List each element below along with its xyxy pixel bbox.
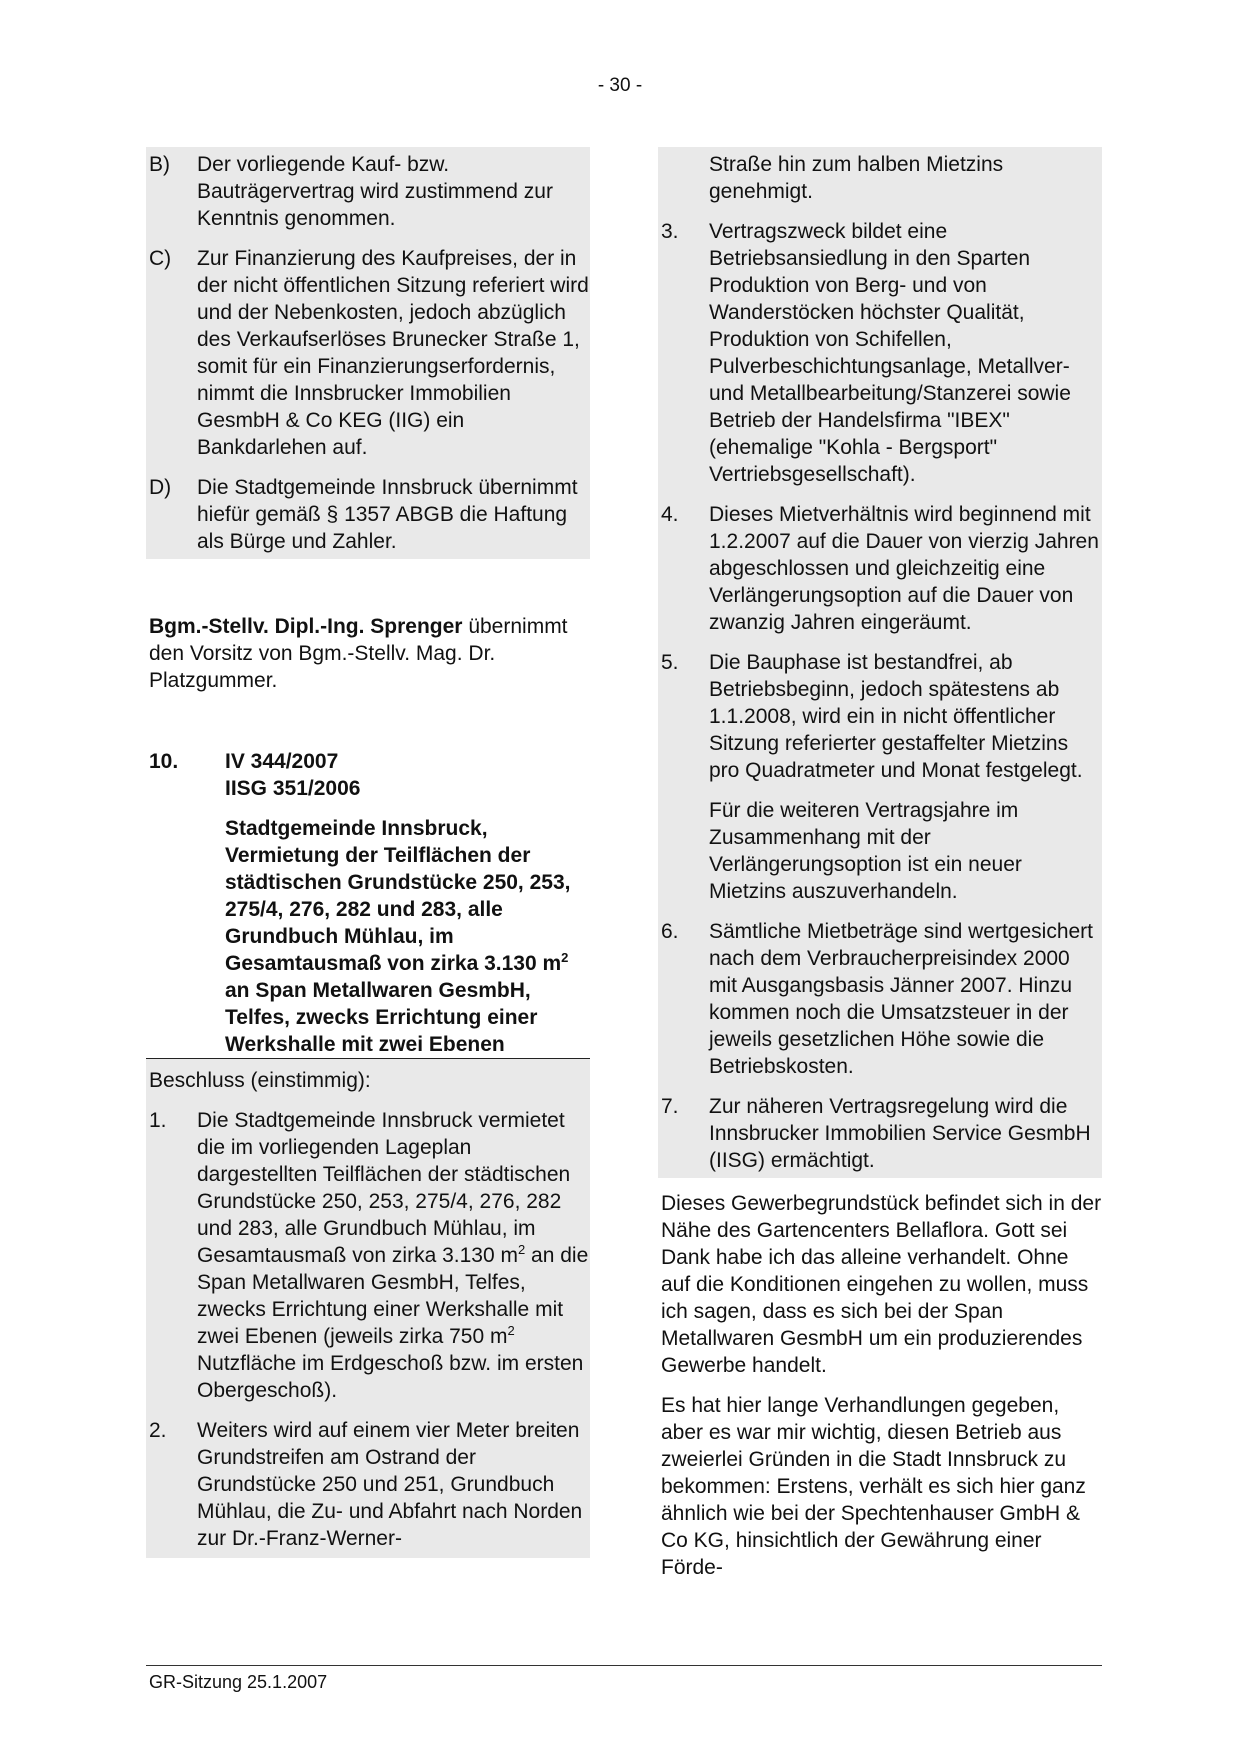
item-text: Zur näheren Vertragsregelung wird die Innsbrucker Immobilien Service GesmbH (IISG) ermächtigt. bbox=[709, 1095, 1091, 1172]
decision-block-10 bbox=[146, 1059, 590, 1558]
chair-paragraph bbox=[146, 613, 590, 694]
item-label: 7. bbox=[661, 1095, 679, 1118]
list-item bbox=[149, 245, 590, 461]
item-label: D) bbox=[149, 476, 172, 499]
item-label: 4. bbox=[661, 503, 679, 526]
footer-divider bbox=[146, 1665, 1102, 1666]
item-label: 5. bbox=[661, 651, 679, 674]
agenda-number: 10. bbox=[149, 750, 179, 773]
list-item bbox=[661, 501, 1102, 636]
list-item bbox=[661, 1093, 1102, 1174]
item-text: Die Bauphase ist bestandfrei, ab Betriebsbeginn, jedoch spätestens ab 1.1.2008, wird ein in nicht öffentlicher Sitzung referierter gestaffelter Mietzins pro Quadratmeter und Monat festgelegt. bbox=[709, 651, 1083, 782]
item-text: Zur Finanzierung des Kaufpreises, der in der nicht öffentlichen Sitzung referiert wird und der Nebenkosten, jedoch abzüglich des Verkaufserlöses Brunecker Straße 1, somit für ein Finanzierungserfordernis, nimmt die Innsbrucker Immobilien GesmbH & Co KEG (IIG) ein Bankdarlehen auf. bbox=[197, 247, 589, 459]
item-text: Weiters wird auf einem vier Meter breiten Grundstreifen am Ostrand der Grundstücke 250 und 251, Grundbuch Mühlau, die Zu- und Abfahrt nach Norden zur Dr.-Franz-Werner- bbox=[197, 1419, 583, 1550]
agenda-reference-iisg: IISG 351/2006 bbox=[225, 777, 361, 800]
item-label: 1. bbox=[149, 1109, 167, 1132]
list-item bbox=[661, 649, 1102, 784]
agenda-item-10 bbox=[146, 748, 590, 1059]
list-item-continued bbox=[661, 151, 1102, 205]
chair-text: übernimmt den Vorsitz von Bgm.-Stellv. Mag. Dr. Platzgummer. bbox=[149, 615, 568, 692]
footer-text: GR-Sitzung 25.1.2007 bbox=[149, 1672, 328, 1692]
agenda-reference-iv: IV 344/2007 bbox=[225, 750, 339, 773]
list-item bbox=[149, 474, 590, 555]
right-column bbox=[658, 147, 1102, 1581]
item-text: Der vorliegende Kauf- bzw. Bauträgervertrag wird zustimmend zur Kenntnis genommen. bbox=[197, 153, 553, 230]
list-item bbox=[661, 218, 1102, 488]
chair-name: Bgm.-Stellv. Dipl.-Ing. Sprenger bbox=[149, 615, 463, 638]
item-text: Vertragszweck bildet eine Betriebsansiedlung in den Sparten Produktion von Berg- und von Wanderstöcken höchster Qualität, Produktion von Schifellen, Pulverbeschichtungsanlage, Metallver- und Metallbearbeitung/Stanzerei sowie Betrieb der Handelsfirma "IBEX" (ehemalige "Kohla - Bergsport" Vertriebsgesellschaft). bbox=[709, 220, 1071, 486]
item-text: Die Stadtgemeinde Innsbruck vermietet die im vorliegenden Lageplan dargestellten Teilflächen der städtischen Grundstücke 250, 253, 275/4, 276, 282 und 283, alle Grundbuch Mühlau, im Gesamtausmaß von zirka 3.130 $m^2$ an die Span Metallwaren GesmbH, Telfes, zwecks Errichtung einer Werkshalle mit zwei Ebenen (jeweils zirka 750 $m^2$ Nutzfläche im Erdgeschoß bzw. im ersten Obergeschoß). bbox=[197, 1109, 589, 1402]
decision-block-bcd bbox=[146, 147, 590, 559]
body-paragraph: Dieses Gewerbegrundstück befindet sich in der Nähe des Gartencenters Bellaflora. Gott sei Dank habe ich das alleine verhandelt. Ohne auf die Konditionen eingehen zu wollen, muss ich sagen, dass es sich bei der Span Metallwaren GesmbH um ein produzierendes Gewerbe handelt. bbox=[661, 1192, 1102, 1377]
item-label: 3. bbox=[661, 220, 679, 243]
item-label: 2. bbox=[149, 1419, 167, 1442]
page-number: - 30 - bbox=[597, 75, 643, 96]
left-column bbox=[146, 147, 590, 1558]
decision-block-10-continued bbox=[658, 147, 1102, 1178]
item-text: Dieses Mietverhältnis wird beginnend mit 1.2.2007 auf die Dauer von vierzig Jahren abgeschlossen und gleichzeitig eine Verlängerungsoption auf die Dauer von zwanzig Jahren eingeräumt. bbox=[709, 503, 1099, 634]
list-item bbox=[149, 1417, 590, 1552]
body-paragraph: Es hat hier lange Verhandlungen gegeben, aber es war mir wichtig, diesen Betrieb aus zweierlei Gründen in die Stadt Innsbruck zu bekommen: Erstens, verhält es sich hier ganz ähnlich wie bei der Spechtenhauser GmbH & Co KG, hinsichtlich der Gewährung einer Förde- bbox=[661, 1394, 1086, 1579]
item-label: B) bbox=[149, 153, 170, 176]
item-text: Straße hin zum halben Mietzins genehmigt. bbox=[709, 153, 1004, 203]
beschluss-label: Beschluss (einstimmig): bbox=[149, 1069, 371, 1092]
item-text: Die Stadtgemeinde Innsbruck übernimmt hiefür gemäß § 1357 ABGB die Haftung als Bürge und Zahler. bbox=[197, 476, 578, 553]
list-item bbox=[149, 151, 590, 232]
list-item bbox=[661, 918, 1102, 1080]
item-label: C) bbox=[149, 247, 172, 270]
agenda-title: Stadtgemeinde Innsbruck, Vermietung der Teilflächen der städtischen Grundstücke 250, 253, 275/4, 276, 282 und 283, alle Grundbuch Mühlau, im Gesamtausmaß von zirka 3.130 $m^2$ an Span Metallwaren GesmbH, Telfes, zwecks Errichtung einer Werkshalle mit zwei Ebenen bbox=[146, 815, 590, 1059]
list-item bbox=[149, 1107, 590, 1404]
item-text: Sämtliche Mietbeträge sind wertgesichert nach dem Verbraucherpreisindex 2000 mit Ausgangsbasis Jänner 2007. Hinzu kommen noch die Umsatzsteuer in der jeweils gesetzlichen Höhe sowie die Betriebskosten. bbox=[709, 920, 1094, 1078]
list-item-extra bbox=[661, 797, 1102, 905]
item-text: Für die weiteren Vertragsjahre im Zusammenhang mit der Verlängerungsoption ist ein neuer Mietzins auszuverhandeln. bbox=[709, 799, 1022, 903]
item-label: 6. bbox=[661, 920, 679, 943]
